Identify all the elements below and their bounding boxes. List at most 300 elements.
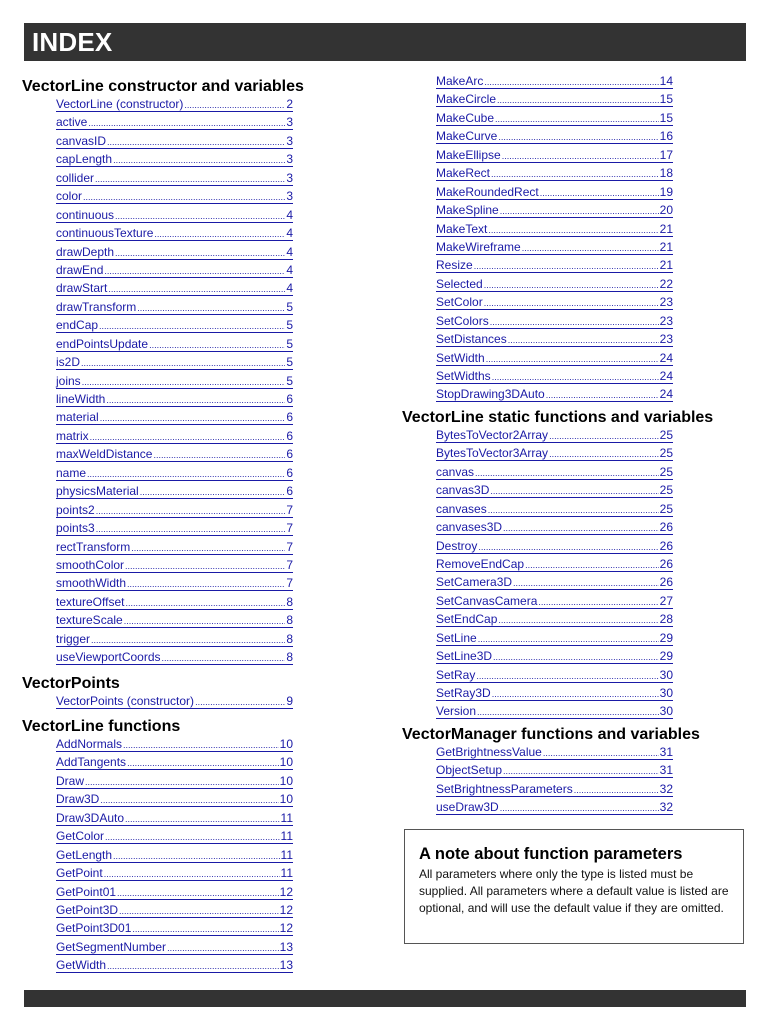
index-entry-link[interactable] bbox=[56, 374, 293, 389]
entry-name: MakeCurve bbox=[436, 129, 498, 144]
index-entry-link[interactable] bbox=[436, 465, 673, 480]
index-entry[interactable] bbox=[56, 318, 293, 336]
dot-leader bbox=[96, 523, 286, 535]
entry-page-number: 25 bbox=[659, 446, 673, 461]
index-entry-link[interactable] bbox=[436, 557, 673, 572]
index-entry[interactable] bbox=[436, 557, 673, 575]
entry-name: GetPoint01 bbox=[56, 884, 117, 899]
index-entry[interactable] bbox=[436, 668, 673, 686]
index-entry[interactable] bbox=[56, 921, 293, 939]
index-entry[interactable] bbox=[436, 465, 673, 483]
index-entry-link[interactable] bbox=[56, 694, 293, 709]
dot-leader bbox=[503, 522, 659, 534]
entry-page-number: 5 bbox=[286, 318, 293, 333]
index-entry-link[interactable] bbox=[56, 737, 293, 752]
dot-leader bbox=[498, 614, 658, 626]
index-entry[interactable] bbox=[56, 97, 293, 115]
entry-name: SetLine3D bbox=[436, 649, 493, 664]
entry-page-number: 23 bbox=[659, 313, 673, 328]
index-entry[interactable] bbox=[56, 337, 293, 355]
dot-leader bbox=[497, 94, 659, 106]
dot-leader bbox=[184, 99, 285, 111]
index-entry[interactable] bbox=[436, 539, 673, 557]
entry-page-number: 10 bbox=[279, 792, 293, 807]
entry-name: GetBrightnessValue bbox=[436, 744, 542, 759]
index-entry[interactable] bbox=[56, 429, 293, 447]
entry-name: MakeText bbox=[436, 221, 488, 236]
entry-page-number: 11 bbox=[280, 829, 293, 844]
entry-name: GetSegmentNumber bbox=[56, 939, 167, 954]
dot-leader bbox=[115, 210, 285, 222]
entry-name: MakeRoundedRect bbox=[436, 184, 539, 199]
index-entry-link[interactable] bbox=[56, 429, 293, 444]
index-entry-link[interactable] bbox=[436, 295, 673, 310]
index-entry[interactable] bbox=[436, 745, 673, 763]
index-entry-link[interactable] bbox=[56, 774, 293, 789]
entry-page-number: 29 bbox=[659, 630, 673, 645]
entry-page-number: 3 bbox=[286, 170, 293, 185]
entry-page-number: 3 bbox=[286, 189, 293, 204]
index-entry[interactable] bbox=[56, 755, 293, 773]
index-entry[interactable] bbox=[56, 613, 293, 631]
index-entry-link[interactable] bbox=[56, 885, 293, 900]
index-entry-link[interactable] bbox=[56, 811, 293, 826]
entry-name: SetCanvasCamera bbox=[436, 593, 538, 608]
dot-leader bbox=[492, 371, 659, 383]
index-entry[interactable] bbox=[436, 520, 673, 538]
entry-page-number: 25 bbox=[659, 427, 673, 442]
index-entry-link[interactable] bbox=[56, 866, 293, 881]
index-entry[interactable] bbox=[436, 332, 673, 350]
index-entry[interactable] bbox=[436, 502, 673, 520]
entry-name: VectorPoints (constructor) bbox=[56, 693, 195, 708]
index-entry[interactable] bbox=[56, 737, 293, 755]
index-entry-link[interactable] bbox=[56, 337, 293, 352]
entry-name: SetWidth bbox=[436, 350, 485, 365]
entry-name: smoothWidth bbox=[56, 576, 127, 591]
index-entry-link[interactable] bbox=[436, 649, 673, 664]
entry-page-number: 19 bbox=[659, 184, 673, 199]
dot-leader bbox=[478, 541, 658, 553]
index-entry-link[interactable] bbox=[56, 921, 293, 936]
entry-page-number: 4 bbox=[286, 207, 293, 222]
index-entry-link[interactable] bbox=[56, 208, 293, 223]
dot-leader bbox=[522, 242, 659, 254]
entry-name: rectTransform bbox=[56, 539, 131, 554]
dot-leader bbox=[81, 357, 285, 369]
index-entry-link[interactable] bbox=[436, 745, 673, 760]
entry-page-number: 11 bbox=[280, 810, 293, 825]
index-entry[interactable] bbox=[56, 208, 293, 226]
index-entry[interactable] bbox=[56, 263, 293, 281]
index-entry[interactable] bbox=[56, 848, 293, 866]
index-entry[interactable] bbox=[436, 594, 673, 612]
index-entry[interactable] bbox=[436, 351, 673, 369]
entry-name: textureOffset bbox=[56, 594, 125, 609]
index-entry[interactable] bbox=[56, 226, 293, 244]
entry-list-manager bbox=[402, 745, 752, 819]
entry-page-number: 6 bbox=[286, 428, 293, 443]
index-entry-link[interactable] bbox=[436, 483, 673, 498]
index-entry-link[interactable] bbox=[56, 245, 293, 260]
index-entry[interactable] bbox=[56, 958, 293, 976]
index-entry[interactable] bbox=[436, 782, 673, 800]
index-entry-link[interactable] bbox=[436, 185, 673, 200]
entry-name: AddNormals bbox=[56, 737, 123, 751]
entry-page-number: 29 bbox=[659, 649, 673, 664]
index-entry-link[interactable] bbox=[436, 314, 673, 329]
entry-list-constructor bbox=[22, 97, 362, 669]
entry-list-points bbox=[22, 694, 362, 712]
note-body: All parameters where only the type is listed must be supplied. All parameters where a default value is listed are optional, and will use the default value if they are omitted. bbox=[419, 867, 729, 915]
entry-name: is2D bbox=[56, 355, 81, 370]
index-entry-link[interactable] bbox=[436, 240, 673, 255]
index-entry[interactable] bbox=[56, 694, 293, 712]
entry-name: capLength bbox=[56, 152, 113, 167]
note-title: A note about function parameters bbox=[419, 845, 683, 863]
entry-name: MakeCube bbox=[436, 110, 495, 125]
index-entry[interactable] bbox=[436, 369, 673, 387]
index-entry[interactable] bbox=[56, 576, 293, 594]
index-entry-link[interactable] bbox=[436, 428, 673, 443]
index-entry-link[interactable] bbox=[56, 521, 293, 536]
index-entry-link[interactable] bbox=[56, 355, 293, 370]
index-entry-link[interactable] bbox=[436, 203, 673, 218]
entry-name: BytesToVector3Array bbox=[436, 446, 549, 461]
index-entry[interactable] bbox=[56, 811, 293, 829]
entry-name: Draw3DAuto bbox=[56, 810, 125, 825]
index-entry-link[interactable] bbox=[436, 782, 673, 797]
index-entry[interactable] bbox=[436, 763, 673, 781]
index-entry[interactable] bbox=[56, 885, 293, 903]
dot-leader bbox=[105, 831, 280, 843]
index-entry-link[interactable] bbox=[436, 74, 673, 89]
index-entry-link[interactable] bbox=[436, 369, 673, 384]
index-entry-link[interactable] bbox=[56, 613, 293, 628]
index-entry[interactable] bbox=[56, 940, 293, 958]
index-entry[interactable] bbox=[56, 774, 293, 792]
entry-name: canvases3D bbox=[436, 520, 503, 535]
entry-page-number: 24 bbox=[659, 387, 673, 402]
index-entry-link[interactable] bbox=[56, 466, 293, 481]
entry-name: SetDistances bbox=[436, 332, 507, 347]
entry-name: points3 bbox=[56, 521, 95, 536]
index-entry-link[interactable] bbox=[436, 222, 673, 237]
header-bar bbox=[24, 23, 746, 61]
index-entry[interactable] bbox=[436, 686, 673, 704]
dot-leader bbox=[88, 117, 285, 129]
index-entry-link[interactable] bbox=[56, 171, 293, 186]
dot-leader bbox=[91, 634, 285, 646]
entry-page-number: 31 bbox=[659, 744, 673, 759]
index-entry-link[interactable] bbox=[56, 484, 293, 499]
index-entry[interactable] bbox=[436, 800, 673, 818]
index-entry[interactable] bbox=[436, 74, 673, 92]
entry-page-number: 26 bbox=[659, 556, 673, 571]
index-entry[interactable] bbox=[56, 189, 293, 207]
index-entry-link[interactable] bbox=[56, 226, 293, 241]
dot-leader bbox=[107, 960, 279, 972]
index-entry-link[interactable] bbox=[436, 111, 673, 126]
index-entry[interactable] bbox=[56, 650, 293, 668]
index-entry-link[interactable] bbox=[436, 612, 673, 627]
index-entry[interactable] bbox=[56, 632, 293, 650]
entry-page-number: 25 bbox=[659, 464, 673, 479]
index-entry[interactable] bbox=[56, 300, 293, 318]
index-entry-link[interactable] bbox=[436, 129, 673, 144]
index-entry-link[interactable] bbox=[56, 792, 293, 807]
entry-page-number: 4 bbox=[286, 226, 293, 241]
index-entry-link[interactable] bbox=[436, 686, 673, 701]
index-entry[interactable] bbox=[436, 258, 673, 276]
section-heading-static: VectorLine static functions and variables bbox=[402, 408, 714, 426]
index-entry[interactable] bbox=[436, 240, 673, 258]
entry-name: Destroy bbox=[436, 538, 478, 553]
index-entry-link[interactable] bbox=[56, 940, 293, 955]
index-entry-link[interactable] bbox=[56, 958, 293, 973]
index-entry[interactable] bbox=[436, 92, 673, 110]
entry-name: drawTransform bbox=[56, 299, 137, 314]
entry-name: Draw bbox=[56, 773, 85, 788]
index-entry-link[interactable] bbox=[436, 166, 673, 181]
dot-leader bbox=[484, 76, 658, 88]
entry-name: material bbox=[56, 410, 99, 425]
index-entry[interactable] bbox=[436, 428, 673, 446]
index-entry[interactable] bbox=[436, 222, 673, 240]
index-entry-link[interactable] bbox=[436, 763, 673, 778]
dot-leader bbox=[113, 154, 285, 166]
entry-page-number: 8 bbox=[286, 650, 293, 665]
index-entry[interactable] bbox=[436, 277, 673, 295]
index-entry-link[interactable] bbox=[436, 446, 673, 461]
dot-leader bbox=[493, 651, 659, 663]
entry-name: textureScale bbox=[56, 613, 123, 628]
index-entry[interactable] bbox=[56, 447, 293, 465]
entry-name: ObjectSetup bbox=[436, 763, 503, 778]
index-entry[interactable] bbox=[56, 115, 293, 133]
index-entry[interactable] bbox=[56, 503, 293, 521]
index-entry-link[interactable] bbox=[56, 903, 293, 918]
index-entry-link[interactable] bbox=[56, 503, 293, 518]
index-entry[interactable] bbox=[436, 483, 673, 501]
index-entry[interactable] bbox=[436, 575, 673, 593]
index-entry-link[interactable] bbox=[56, 392, 293, 407]
entry-name: useDraw3D bbox=[436, 800, 499, 815]
index-entry-link[interactable] bbox=[436, 575, 673, 590]
index-entry-link[interactable] bbox=[56, 755, 293, 770]
entry-page-number: 6 bbox=[286, 392, 293, 406]
index-entry-link[interactable] bbox=[56, 189, 293, 204]
index-entry[interactable] bbox=[436, 387, 673, 405]
index-entry[interactable] bbox=[56, 134, 293, 152]
index-entry[interactable] bbox=[56, 829, 293, 847]
index-entry-link[interactable] bbox=[56, 540, 293, 555]
index-entry-link[interactable] bbox=[436, 520, 673, 535]
index-entry-link[interactable] bbox=[56, 318, 293, 333]
entry-name: SetLine bbox=[436, 630, 477, 645]
entry-page-number: 8 bbox=[286, 613, 293, 628]
entry-page-number: 10 bbox=[279, 773, 293, 788]
index-entry-link[interactable] bbox=[436, 502, 673, 517]
entry-page-number: 7 bbox=[286, 557, 293, 572]
index-entry[interactable] bbox=[56, 245, 293, 263]
index-entry[interactable] bbox=[436, 612, 673, 630]
index-entry[interactable] bbox=[436, 111, 673, 129]
index-entry[interactable] bbox=[436, 166, 673, 184]
index-entry-link[interactable] bbox=[56, 595, 293, 610]
index-entry-link[interactable] bbox=[56, 134, 293, 149]
index-entry-link[interactable] bbox=[436, 800, 673, 815]
dot-leader bbox=[108, 283, 285, 295]
index-entry[interactable] bbox=[56, 281, 293, 299]
dot-leader bbox=[502, 150, 659, 162]
index-entry-link[interactable] bbox=[56, 97, 293, 112]
entry-page-number: 21 bbox=[659, 239, 673, 254]
entry-page-number: 30 bbox=[659, 704, 673, 719]
index-entry[interactable] bbox=[56, 355, 293, 373]
index-entry[interactable] bbox=[56, 866, 293, 884]
entry-page-number: 26 bbox=[659, 575, 673, 590]
entry-page-number: 5 bbox=[286, 355, 293, 370]
index-entry[interactable] bbox=[436, 704, 673, 722]
index-entry-link[interactable] bbox=[436, 704, 673, 719]
entry-name: drawEnd bbox=[56, 262, 104, 277]
entry-page-number: 21 bbox=[659, 258, 673, 273]
dot-leader bbox=[117, 887, 279, 899]
dot-leader bbox=[488, 224, 658, 236]
index-entry[interactable] bbox=[436, 185, 673, 203]
entry-name: MakeRect bbox=[436, 166, 491, 181]
entry-name: GetPoint3D bbox=[56, 902, 119, 917]
index-entry[interactable] bbox=[56, 152, 293, 170]
index-entry[interactable] bbox=[56, 392, 293, 410]
entry-page-number: 5 bbox=[286, 336, 293, 351]
index-entry[interactable] bbox=[436, 295, 673, 313]
entry-name: BytesToVector2Array bbox=[436, 427, 549, 442]
dot-leader bbox=[154, 228, 285, 240]
dot-leader bbox=[543, 747, 659, 759]
entry-page-number: 3 bbox=[286, 133, 293, 148]
entry-name: MakeArc bbox=[436, 74, 484, 88]
entry-name: collider bbox=[56, 170, 95, 185]
index-entry[interactable] bbox=[56, 540, 293, 558]
entry-page-number: 4 bbox=[286, 281, 293, 296]
dot-leader bbox=[476, 670, 658, 682]
index-entry[interactable] bbox=[56, 374, 293, 392]
index-entry[interactable] bbox=[56, 171, 293, 189]
index-entry-link[interactable] bbox=[56, 263, 293, 278]
dot-leader bbox=[132, 923, 278, 935]
dot-leader bbox=[500, 205, 659, 217]
entry-page-number: 30 bbox=[659, 686, 673, 700]
entry-page-number: 10 bbox=[279, 755, 293, 770]
index-entry-link[interactable] bbox=[436, 539, 673, 554]
index-entry[interactable] bbox=[56, 466, 293, 484]
index-entry-link[interactable] bbox=[56, 410, 293, 425]
index-entry-link[interactable] bbox=[436, 277, 673, 292]
entry-page-number: 32 bbox=[659, 800, 673, 815]
entry-name: SetCamera3D bbox=[436, 575, 513, 590]
index-entry[interactable] bbox=[436, 631, 673, 649]
entry-page-number: 7 bbox=[286, 521, 293, 536]
right-column bbox=[402, 74, 752, 819]
index-entry-link[interactable] bbox=[436, 148, 673, 163]
dot-leader bbox=[85, 776, 279, 788]
index-entry[interactable] bbox=[56, 595, 293, 613]
index-entry[interactable] bbox=[56, 792, 293, 810]
entry-page-number: 3 bbox=[286, 152, 293, 167]
entry-name: MakeCircle bbox=[436, 92, 497, 107]
index-entry-link[interactable] bbox=[56, 558, 293, 573]
index-entry-link[interactable] bbox=[56, 115, 293, 130]
index-entry[interactable] bbox=[436, 314, 673, 332]
index-entry-link[interactable] bbox=[56, 281, 293, 296]
index-entry-link[interactable] bbox=[56, 650, 293, 665]
entry-name: MakeSpline bbox=[436, 203, 499, 218]
entry-name: canvases bbox=[436, 501, 487, 516]
index-entry-link[interactable] bbox=[436, 351, 673, 366]
index-entry-link[interactable] bbox=[436, 594, 673, 609]
dot-leader bbox=[490, 316, 659, 328]
dot-leader bbox=[100, 412, 286, 424]
index-entry-link[interactable] bbox=[56, 576, 293, 591]
entry-page-number: 25 bbox=[659, 483, 673, 498]
index-entry-link[interactable] bbox=[56, 848, 293, 863]
entry-name: SetEndCap bbox=[436, 612, 498, 627]
dot-leader bbox=[124, 615, 286, 627]
index-entry[interactable] bbox=[436, 446, 673, 464]
index-entry[interactable] bbox=[56, 410, 293, 428]
entry-page-number: 2 bbox=[286, 97, 293, 111]
index-entry[interactable] bbox=[56, 558, 293, 576]
entry-page-number: 4 bbox=[286, 262, 293, 277]
dot-leader bbox=[477, 706, 659, 718]
index-entry-link[interactable] bbox=[436, 387, 673, 402]
entry-name: VectorLine (constructor) bbox=[56, 97, 184, 111]
index-entry[interactable] bbox=[56, 484, 293, 502]
entry-page-number: 11 bbox=[280, 866, 293, 881]
entry-page-number: 6 bbox=[286, 410, 293, 425]
index-entry-link[interactable] bbox=[436, 332, 673, 347]
index-entry[interactable] bbox=[56, 903, 293, 921]
index-entry-link[interactable] bbox=[56, 829, 293, 844]
entry-name: GetPoint3D01 bbox=[56, 921, 132, 936]
dot-leader bbox=[498, 131, 658, 143]
index-entry-link[interactable] bbox=[56, 152, 293, 167]
dot-leader bbox=[538, 596, 658, 608]
index-entry-link[interactable] bbox=[436, 92, 673, 107]
index-entry[interactable] bbox=[436, 129, 673, 147]
index-entry-link[interactable] bbox=[436, 668, 673, 683]
index-entry[interactable] bbox=[436, 148, 673, 166]
entry-name: Version bbox=[436, 704, 477, 719]
index-entry[interactable] bbox=[56, 521, 293, 539]
dot-leader bbox=[490, 485, 658, 497]
index-entry-link[interactable] bbox=[56, 632, 293, 647]
index-entry-link[interactable] bbox=[56, 300, 293, 315]
index-entry-link[interactable] bbox=[436, 631, 673, 646]
entry-name: SetColor bbox=[436, 295, 483, 310]
dot-leader bbox=[131, 542, 285, 554]
entry-page-number: 11 bbox=[280, 847, 293, 862]
index-entry[interactable] bbox=[436, 203, 673, 221]
index-entry-link[interactable] bbox=[436, 258, 673, 273]
index-entry[interactable] bbox=[436, 649, 673, 667]
entry-name: SetColors bbox=[436, 313, 489, 328]
index-entry-link[interactable] bbox=[56, 447, 293, 462]
entry-name: SetRay bbox=[436, 667, 476, 682]
entry-page-number: 31 bbox=[659, 763, 673, 778]
